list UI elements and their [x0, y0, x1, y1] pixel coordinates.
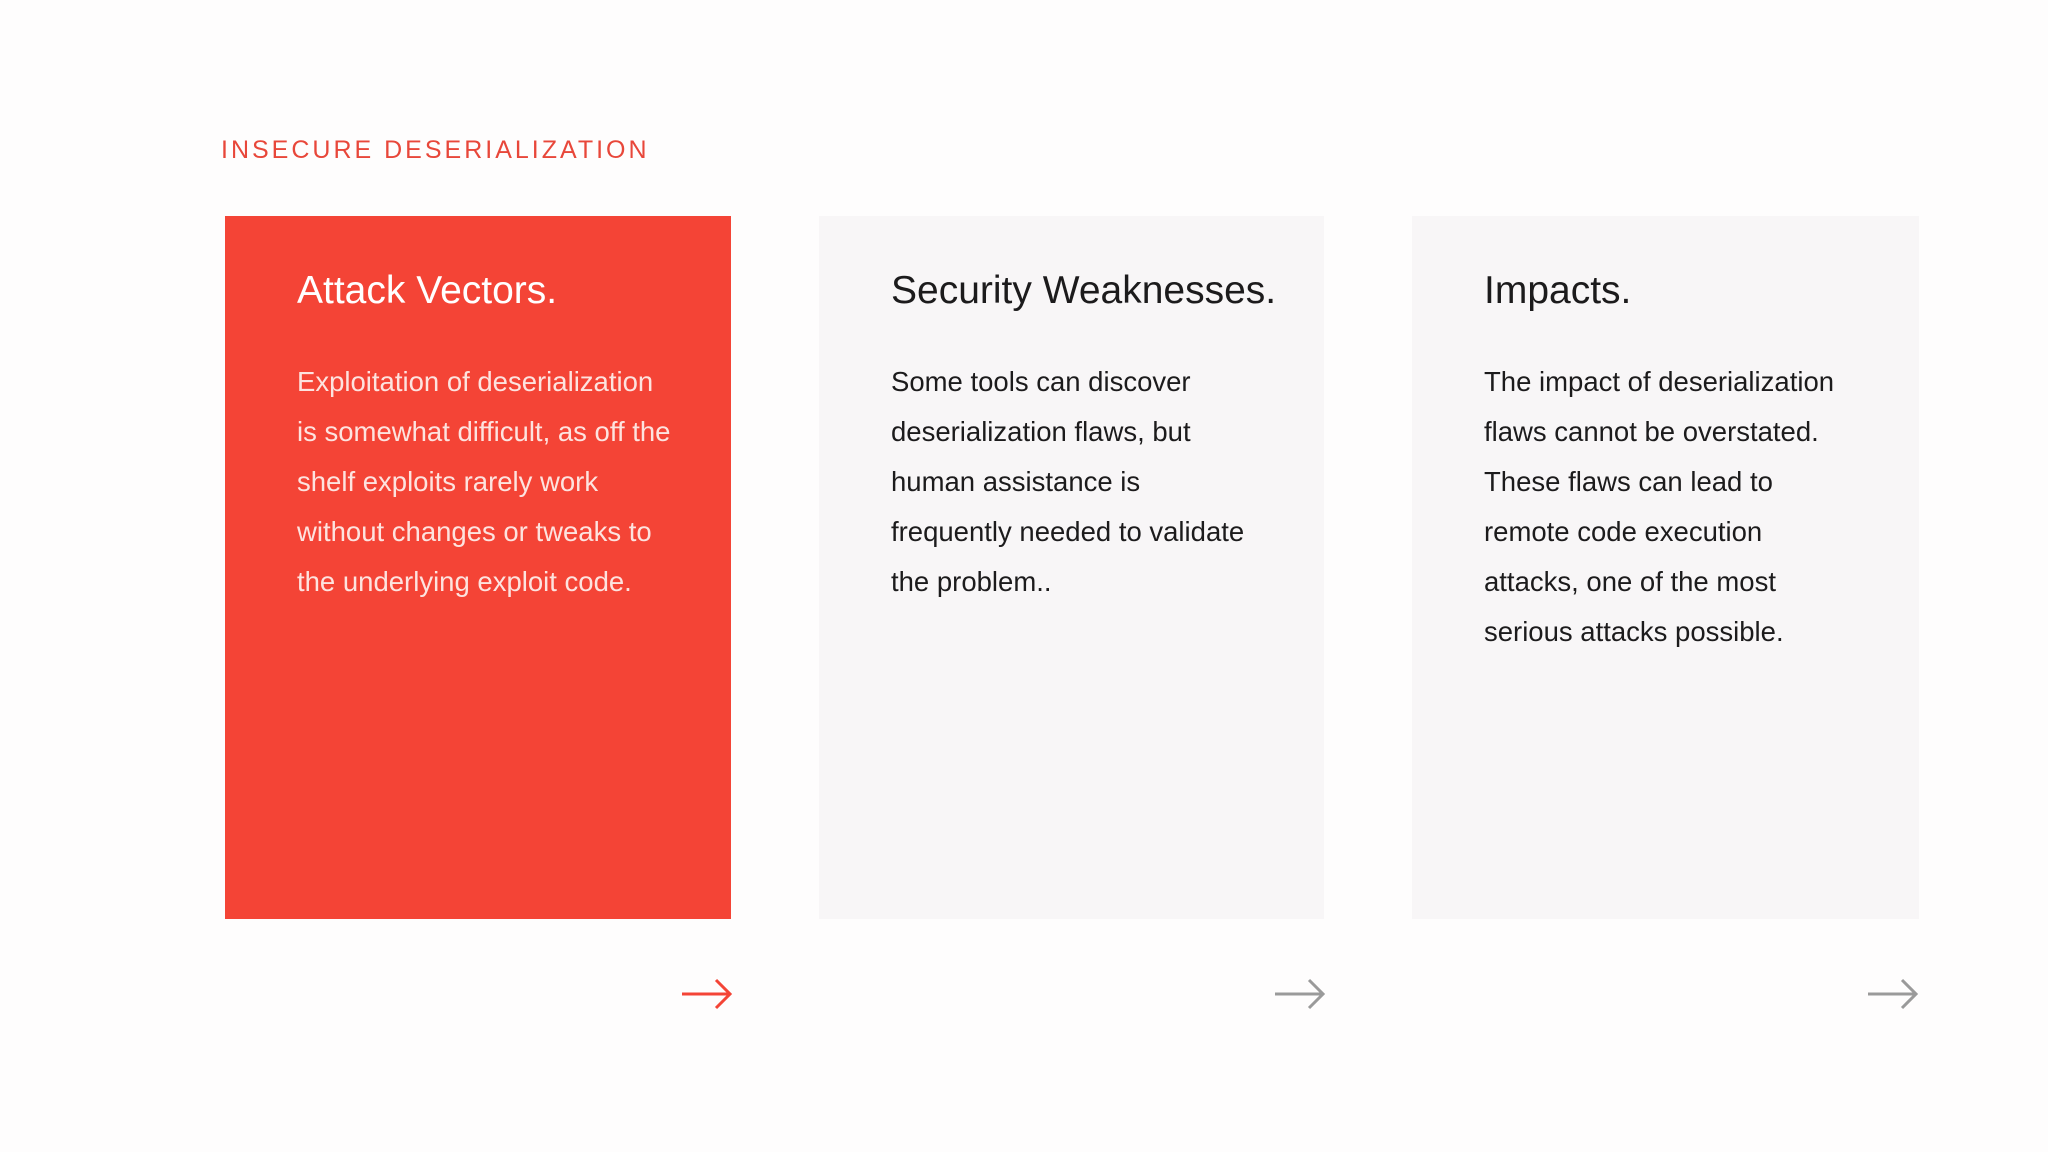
- card-body: The impact of deserialization flaws cannot be overstated. These flaws can lead to remote code execution attacks, one of the most serious attacks possible.: [1484, 365, 1835, 647]
- section-title: INSECURE DESERIALIZATION: [221, 136, 650, 164]
- card-attack-vectors[interactable]: [225, 216, 731, 919]
- arrow-right-icon[interactable]: [1866, 974, 1920, 1014]
- card-security-weaknesses[interactable]: [819, 216, 1324, 919]
- card-impacts[interactable]: [1412, 216, 1919, 919]
- arrow-right-icon[interactable]: [1273, 974, 1327, 1014]
- card-body: Exploitation of deserialization is somewhat difficult, as off the shelf exploits rarely work without changes or tweaks to the underlying exploit code.: [297, 365, 671, 597]
- card-heading: Attack Vectors.: [297, 269, 558, 312]
- card-body: Some tools can discover deserialization flaws, but human assistance is frequently needed to validate the problem..: [891, 365, 1245, 597]
- card-heading: Impacts.: [1484, 269, 1632, 312]
- card-heading: Security Weaknesses.: [891, 269, 1277, 312]
- arrow-right-icon[interactable]: [680, 974, 734, 1014]
